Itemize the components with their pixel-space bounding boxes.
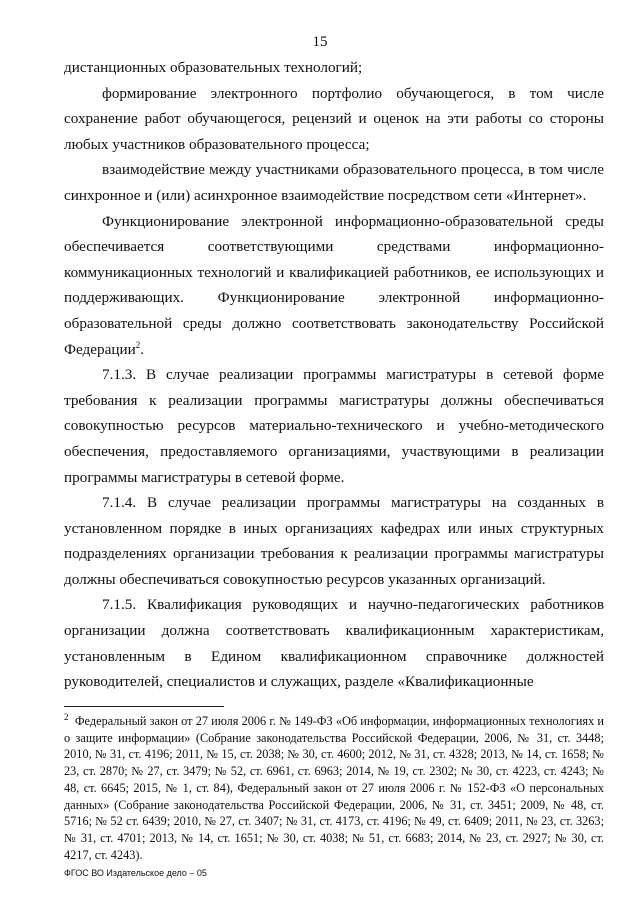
page-number: 15 [312, 34, 328, 50]
paragraph: дистанционных образовательных технологий; [64, 59, 363, 76]
paragraph-with-footnote [64, 209, 604, 363]
body-text [64, 55, 604, 695]
footnote-divider [64, 706, 224, 707]
footnote-text: Федеральный закон от 27 июля 2006 г. № 149-ФЗ «Об информации, информационных технологиях и о защите информации» (Собрание законодательства Российской Федерации, 2006, № 31, ст. 3448; 2010, № 31, ст. 4196; 2011, № 15, ст. 2038; № 30, ст. 4600; 2012, № 31, ст. 4328; 2013, № 14, ст. 1658; № 23, ст. 2870; № 27, ст. 3479; № 52, ст. 6961, ст. 6963; 2014, № 19, ст. 2302; № 30, ст. 4223, ст. 4243; № 48, ст. 6645; 2015, № 1, ст. 84), Федеральный закон от 27 июля 2006 г. № 152-ФЗ «О персональных данных» (Собрание законодательства Российской Федерации, 2006, № 31, ст. 3451; 2009, № 48, ст. 5716; № 52 ст. 6439; 2010, № 27, ст. 3407; № 31, ст. 4173, ст. 4196; № 49, ст. 6409; 2011, № 23, ст. 3263; № 31, ст. 4701; 2013, № 14, ст. 1651; № 30, ст. 4038; № 51, ст. 6683; 2014, № 23, ст. 2927; № 30, ст. 4217, ст. 4243). [64, 714, 604, 862]
paragraph: взаимодействие между участниками образовательного процесса, в том числе синхронное и (или) асинхронное взаимодействие посредством сети «Интернет». [64, 161, 604, 204]
publisher-mark: ФГОС ВО Издательское дело – 05 [64, 868, 207, 878]
paragraph: формирование электронного портфолио обучающегося, в том числе сохранение работ обучающегося, рецензий и оценок на эти работы со стороны любых участников образовательного процесса; [64, 84, 604, 153]
paragraph: 7.1.5. Квалификация руководящих и научно-педагогических работников организации должна соответствовать квалификационным характеристикам, установленным в Едином квалификационном справочнике должностей руководителей, специалистов и служащих, разделе «Квалификационные [64, 596, 604, 691]
paragraph: 7.1.3. В случае реализации программы магистратуры в сетевой форме требования к реализации программы магистратуры должны обеспечиваться совокупностью ресурсов материально-технического и учебно-методического обеспечения, предоставляемого организациями, участвующими в реализации программы магистратуры в сетевой форме. [64, 366, 604, 486]
paragraph-end: . [140, 340, 145, 358]
footnote-reference: 2 [135, 339, 141, 350]
footnote-marker: 2 [64, 711, 69, 722]
footnote [64, 713, 604, 863]
paragraph-text: Функционирование электронной информационно-образовательной среды обеспечивается соответствующими средствами информационно-коммуникационных технологий и квалификацией работников, ее использующих и поддерживающих. Функционирование электронной информационно-образовательной среды должно соответствовать законодательству Российской Федерации [64, 212, 604, 358]
paragraph: 7.1.4. В случае реализации программы магистратуры на созданных в установленном порядке в иных организациях кафедрах или иных структурных подразделениях организации требования к реализации программы магистратуры должны обеспечиваться совокупностью ресурсов указанных организаций. [64, 494, 604, 588]
